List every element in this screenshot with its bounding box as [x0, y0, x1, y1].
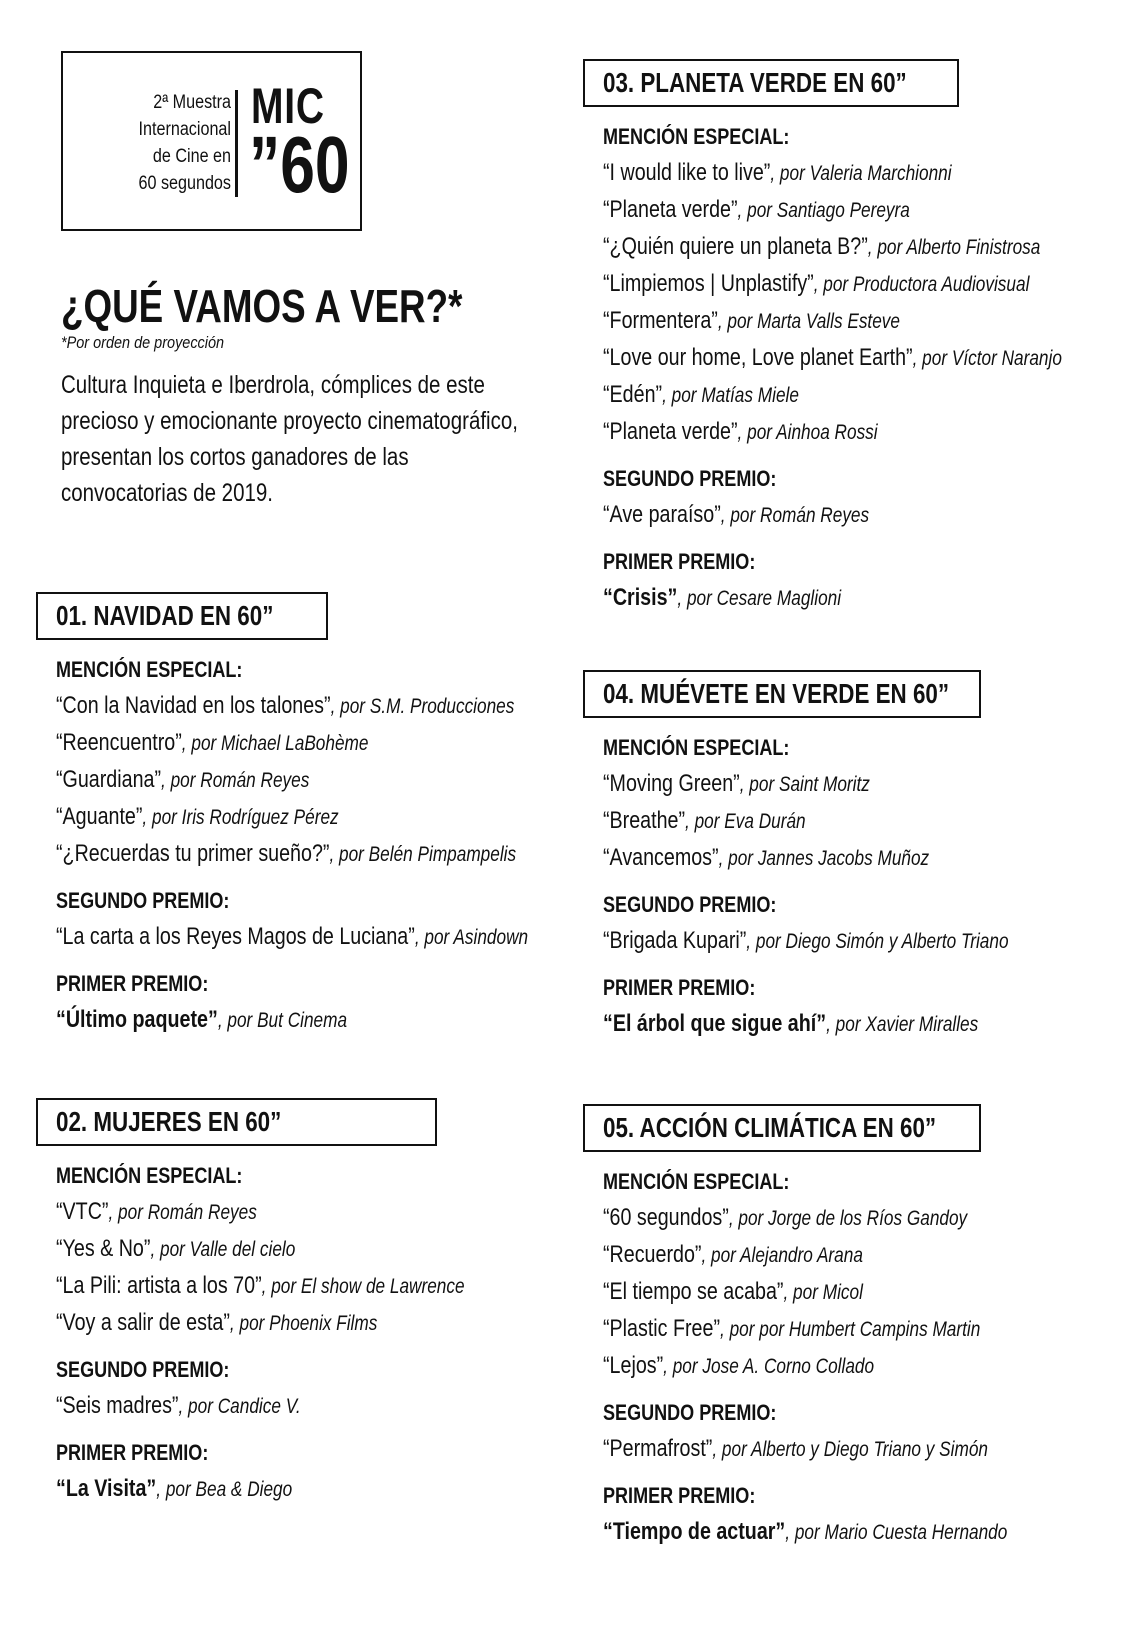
film-entry	[603, 803, 1029, 840]
film-author: , por Mario Cuesta Hernando	[785, 1521, 1008, 1544]
spacer	[603, 960, 1123, 970]
spacer	[56, 1342, 556, 1352]
film-author: , por Michael LaBohème	[181, 732, 369, 755]
film-entry	[603, 192, 1029, 229]
film-entry	[56, 836, 517, 873]
awards-list	[603, 1164, 1123, 1551]
film-entry	[56, 799, 466, 836]
film-author: , por Marta Valls Esteve	[717, 310, 900, 333]
film-author: , por S.M. Producciones	[330, 695, 515, 718]
film-author: , por Micol	[783, 1281, 863, 1304]
film-entry	[603, 303, 1029, 340]
segundo-label: SEGUNDO PREMIO:	[603, 466, 777, 491]
film-title: “Ave paraíso”	[603, 501, 721, 528]
spacer	[56, 956, 556, 966]
film-author: , por por Humbert Campins Martin	[720, 1318, 981, 1341]
film-author: , por Belén Pimpampelis	[329, 843, 517, 866]
film-author: , por Iris Rodríguez Pérez	[142, 806, 339, 829]
film-title: “Brigada Kupari”	[603, 927, 747, 954]
spacer	[603, 534, 1123, 544]
film-author: , por Alberto Finistrosa	[867, 236, 1041, 259]
film-title: “I would like to live”	[603, 159, 771, 186]
film-entry	[603, 1348, 1029, 1385]
section-navidad	[36, 592, 556, 1039]
film-title: “Seis madres”	[56, 1392, 179, 1419]
film-author: , por Eva Durán	[685, 810, 806, 833]
film-author: , por Román Reyes	[108, 1201, 257, 1224]
logo-sixty: ”60	[249, 120, 350, 209]
primer-label: PRIMER PREMIO:	[603, 975, 756, 1000]
mencion-label: MENCIÓN ESPECIAL:	[56, 1163, 243, 1188]
film-author: , por Bea & Diego	[156, 1478, 293, 1501]
film-title: “VTC”	[56, 1198, 109, 1225]
mencion-label: MENCIÓN ESPECIAL:	[56, 657, 243, 682]
section-title: 01. NAVIDAD EN 60”	[56, 600, 274, 631]
logo-line: Internacional	[138, 119, 231, 140]
film-author: , por El show de Lawrence	[261, 1275, 465, 1298]
film-title: “Lejos”	[603, 1352, 664, 1379]
film-title: “Aguante”	[56, 803, 143, 830]
film-title: “Guardiana”	[56, 766, 162, 793]
film-title: “¿Quién quiere un planeta B?”	[603, 233, 868, 260]
film-title: “¿Recuerdas tu primer sueño?”	[56, 840, 330, 867]
film-title: “Voy a salir de esta”	[56, 1309, 230, 1336]
film-entry	[56, 1194, 466, 1231]
spacer	[56, 873, 556, 883]
film-author: , por Xavier Miralles	[826, 1013, 979, 1036]
logo-line: 2ª Muestra	[153, 92, 231, 113]
film-entry	[603, 840, 1029, 877]
mencion-label: MENCIÓN ESPECIAL:	[603, 1169, 790, 1194]
film-title: “Yes & No”	[56, 1235, 151, 1262]
film-author: , por Phoenix Films	[229, 1312, 378, 1335]
film-title: “Con la Navidad en los talones”	[56, 692, 331, 719]
winner-entry	[56, 1471, 466, 1508]
film-title: “Planeta verde”	[603, 196, 738, 223]
order-note: *Por orden de proyección	[61, 333, 225, 352]
film-author: , por Asindown	[414, 926, 529, 949]
film-author: , por Ainhoa Rossi	[737, 421, 878, 444]
film-title: “El árbol que sigue ahí”	[603, 1010, 827, 1037]
film-author: , por Jannes Jacobs Muñoz	[718, 847, 930, 870]
film-author: , por But Cinema	[217, 1009, 348, 1032]
film-entry	[603, 155, 1029, 192]
film-author: , por Román Reyes	[161, 769, 310, 792]
section-mujeres	[36, 1098, 556, 1508]
primer-label: PRIMER PREMIO:	[56, 971, 209, 996]
spacer	[603, 877, 1123, 887]
section-accion-climatica	[583, 1104, 1123, 1551]
film-author: , por Alejandro Arana	[701, 1244, 863, 1267]
film-entry	[603, 1431, 1029, 1468]
intro-paragraph	[61, 367, 518, 511]
awards-list	[603, 730, 1123, 1043]
awards-list	[56, 1158, 556, 1508]
film-title: “Último paquete”	[56, 1006, 218, 1033]
film-author: , por Cesare Maglioni	[677, 587, 842, 610]
film-author: , por Matías Miele	[662, 384, 799, 407]
film-entry	[56, 688, 515, 725]
film-entry	[603, 1200, 1029, 1237]
segundo-label: SEGUNDO PREMIO:	[56, 888, 230, 913]
film-title: “Tiempo de actuar”	[603, 1518, 786, 1545]
spacer	[603, 1385, 1123, 1395]
winner-entry	[56, 1002, 466, 1039]
section-title: 03. PLANETA VERDE EN 60”	[603, 67, 907, 98]
film-title: “Limpiemos | Unplastify”	[603, 270, 814, 297]
intro-line: presentan los cortos ganadores de las	[61, 443, 409, 471]
film-author: , por Alberto y Diego Triano y Simón	[712, 1438, 989, 1461]
segundo-label: SEGUNDO PREMIO:	[56, 1357, 230, 1382]
logo-caption	[104, 89, 232, 197]
mencion-label: MENCIÓN ESPECIAL:	[603, 124, 790, 149]
film-title: “Love our home, Love planet Earth”	[603, 344, 913, 371]
film-author: , por Valle del cielo	[150, 1238, 296, 1261]
winner-entry	[603, 580, 1029, 617]
section-header-box	[36, 1098, 437, 1146]
logo-mic: MIC	[251, 78, 325, 134]
film-entry	[603, 497, 1029, 534]
film-title: “Plastic Free”	[603, 1315, 721, 1342]
film-title: “La Pili: artista a los 70”	[56, 1272, 262, 1299]
film-author: , por Jose A. Corno Collado	[663, 1355, 875, 1378]
film-entry	[56, 1231, 466, 1268]
film-title: “Planeta verde”	[603, 418, 738, 445]
logo-divider	[235, 90, 238, 197]
spacer	[56, 1425, 556, 1435]
film-author: , por Candice V.	[178, 1395, 301, 1418]
film-entry	[603, 414, 1029, 451]
film-author: , por Valeria Marchionni	[770, 162, 952, 185]
page-title: ¿QUÉ VAMOS A VER?*	[61, 280, 463, 332]
film-title: “Edén”	[603, 381, 663, 408]
film-entry	[603, 229, 1041, 266]
film-entry	[603, 766, 1029, 803]
primer-label: PRIMER PREMIO:	[603, 549, 756, 574]
film-entry	[56, 1305, 466, 1342]
film-author: , por Diego Simón y Alberto Triano	[746, 930, 1009, 953]
film-title: “La Visita”	[56, 1475, 157, 1502]
segundo-label: SEGUNDO PREMIO:	[603, 1400, 777, 1425]
intro-line: precioso y emocionante proyecto cinematográfico,	[61, 407, 518, 435]
winner-entry	[603, 1514, 1029, 1551]
primer-label: PRIMER PREMIO:	[603, 1483, 756, 1508]
section-title: 04. MUÉVETE EN VERDE EN 60”	[603, 678, 950, 709]
section-header-box	[583, 1104, 981, 1152]
film-author: , por Román Reyes	[720, 504, 870, 527]
film-entry	[56, 1268, 466, 1305]
film-title: “El tiempo se acaba”	[603, 1278, 784, 1305]
film-title: “Reencuentro”	[56, 729, 182, 756]
awards-list	[56, 652, 556, 1039]
section-title: 05. ACCIÓN CLIMÁTICA EN 60”	[603, 1112, 937, 1143]
film-entry	[56, 919, 529, 956]
logo-line: 60 segundos	[138, 173, 231, 194]
film-author: , por Productora Audiovisual	[813, 273, 1030, 296]
film-entry	[56, 725, 466, 762]
awards-list	[603, 119, 1123, 617]
film-title: “Formentera”	[603, 307, 718, 334]
section-title: 02. MUJERES EN 60”	[56, 1106, 282, 1137]
film-title: “Crisis”	[603, 584, 678, 611]
film-title: “La carta a los Reyes Magos de Luciana”	[56, 923, 415, 950]
film-entry	[603, 377, 1029, 414]
film-entry	[603, 340, 1062, 377]
film-entry	[603, 266, 1029, 303]
section-planeta-verde	[583, 59, 1123, 617]
film-title: “Recuerdo”	[603, 1241, 702, 1268]
intro-line: Cultura Inquieta e Iberdrola, cómplices de este	[61, 371, 485, 399]
film-title: “Permafrost”	[603, 1435, 713, 1462]
film-entry	[56, 1388, 466, 1425]
section-muevete-verde	[583, 670, 1123, 1043]
mencion-label: MENCIÓN ESPECIAL:	[603, 735, 790, 760]
film-author: , por Jorge de los Ríos Gandoy	[728, 1207, 968, 1230]
festival-logo	[61, 51, 362, 231]
film-author: , por Saint Moritz	[739, 773, 870, 796]
film-entry	[603, 923, 1029, 960]
section-header-box	[36, 592, 328, 640]
film-title: “Moving Green”	[603, 770, 740, 797]
primer-label: PRIMER PREMIO:	[56, 1440, 209, 1465]
film-title: “Avancemos”	[603, 844, 719, 871]
logo-line: de Cine en	[152, 146, 231, 167]
section-header-box	[583, 670, 981, 718]
film-author: , por Santiago Pereyra	[737, 199, 910, 222]
spacer	[603, 1468, 1123, 1478]
film-entry	[603, 1311, 1029, 1348]
section-header-box	[583, 59, 959, 107]
film-title: “60 segundos”	[603, 1204, 729, 1231]
segundo-label: SEGUNDO PREMIO:	[603, 892, 777, 917]
film-author: , por Víctor Naranjo	[912, 347, 1062, 370]
spacer	[603, 451, 1123, 461]
intro-line: convocatorias de 2019.	[61, 479, 273, 507]
film-entry	[603, 1274, 1029, 1311]
film-entry	[603, 1237, 1029, 1274]
film-entry	[56, 762, 466, 799]
winner-entry	[603, 1006, 1029, 1043]
film-title: “Breathe”	[603, 807, 686, 834]
